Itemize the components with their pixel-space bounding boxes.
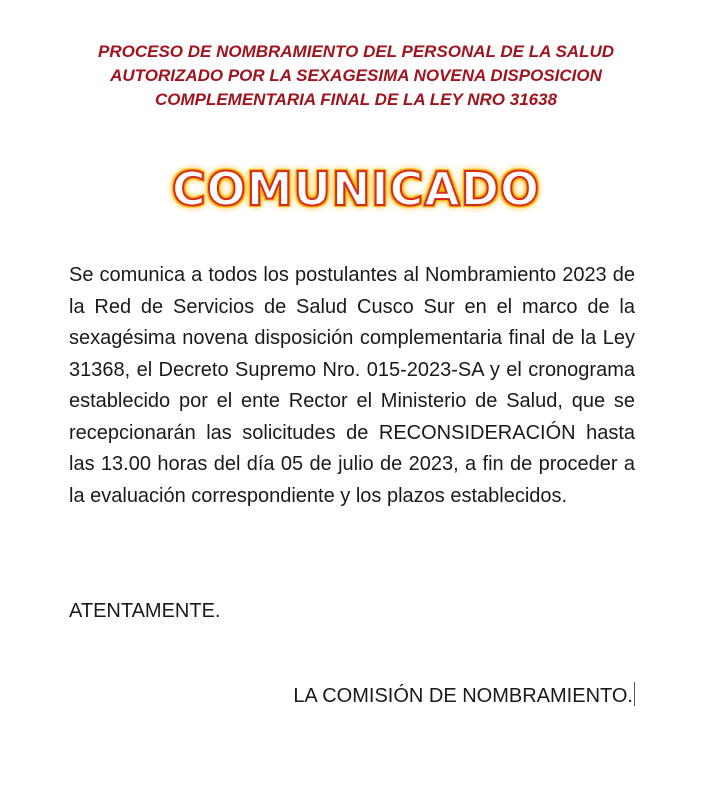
closing-salutation: ATENTAMENTE. [69, 600, 221, 622]
header-line-2: AUTORIZADO POR LA SEXAGESIMA NOVENA DISPOSICION [110, 66, 602, 85]
header-line-1: PROCESO DE NOMBRAMIENTO DEL PERSONAL DE LA SALUD [97, 42, 615, 61]
signature-line [293, 681, 635, 712]
header-line-3: COMPLEMENTARIA FINAL DE LA LEY NRO 31638 [154, 90, 558, 109]
announcement-paragraph: Se comunica a todos los postulantes al Nombramiento 2023 de la Red de Servicios de Salud Cusco Sur en el marco de la sexagésima novena disposición complementaria final de la Ley 31368, el Decreto Supremo Nro. 015-2023-SA y el cronograma establecido por el ente Rector el Ministerio de Salud, que se recepcionarán las solicitudes de RECONSIDERACIÓN hasta las 13.00 horas del día 05 de julio de 2023, a fin de proceder a la evaluación correspondiente y los plazos establecidos. [69, 264, 635, 507]
signature-text: LA COMISIÓN DE NOMBRAMIENTO. [293, 685, 633, 707]
comunicado-banner: COMUNICADO [171, 162, 541, 216]
text-cursor [634, 682, 635, 706]
document-header [40, 40, 672, 112]
banner-container [0, 158, 712, 220]
